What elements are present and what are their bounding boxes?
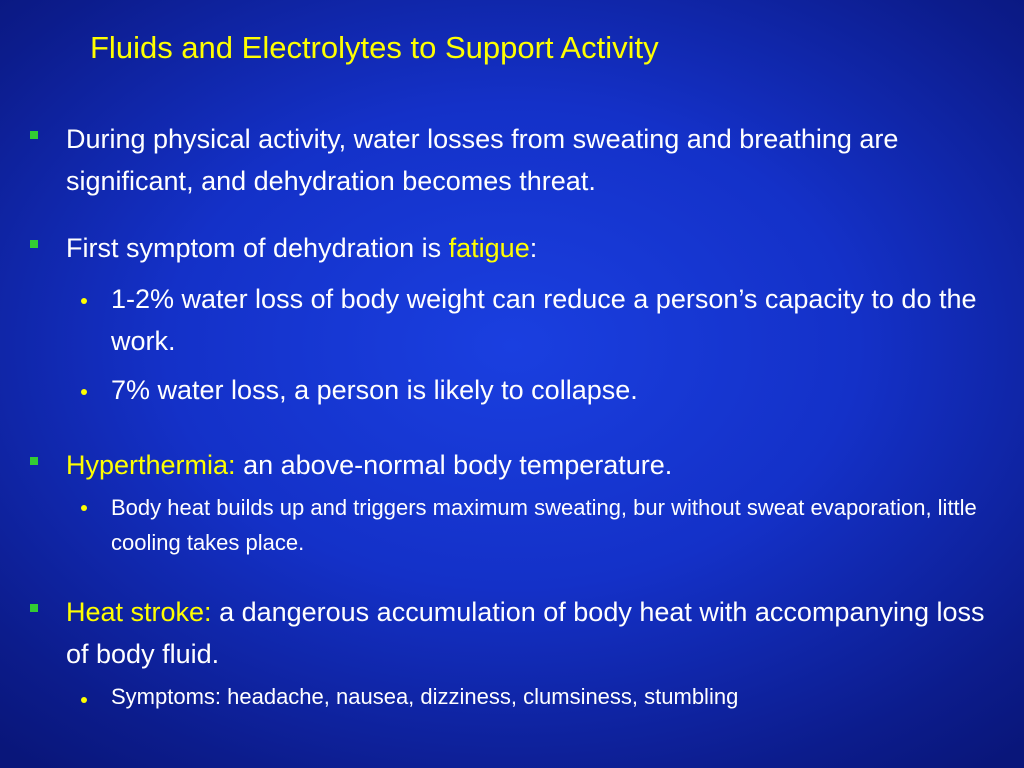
bullet-text [66, 444, 996, 486]
sub-bullet-text: 7% water loss, a person is likely to collapse. [111, 375, 638, 405]
bullet-text [66, 591, 996, 675]
highlight-term-hyperthermia: Hyperthermia: [66, 450, 236, 480]
square-bullet-icon [30, 457, 38, 465]
slide-title: Fluids and Electrolytes to Support Activity [90, 30, 659, 65]
sub-bullet-text: 1-2% water loss of body weight can reduce a person’s capacity to do the work. [111, 284, 977, 356]
round-bullet-icon [81, 697, 87, 703]
bullet-text-suffix: : [529, 233, 538, 263]
sub-bullet-text: Body heat builds up and triggers maximum sweating, bur without sweat evaporation, little cooling takes place. [111, 495, 977, 555]
bullet-text-suffix: a dangerous accumulation of body heat with accompanying loss of body fluid. [66, 597, 985, 669]
round-bullet-icon [81, 298, 87, 304]
square-bullet-icon [30, 604, 38, 612]
sub-bullet-text: Symptoms: headache, nausea, dizziness, clumsiness, stumbling [111, 684, 739, 709]
round-bullet-icon [81, 389, 87, 395]
highlight-term-heat-stroke: Heat stroke: [66, 597, 212, 627]
highlight-term-fatigue: fatigue [448, 233, 530, 263]
square-bullet-icon [30, 240, 38, 248]
bullet-text-prefix: First symptom of dehydration is [66, 233, 449, 263]
bullet-text: During physical activity, water losses from sweating and breathing are significant, and dehydration becomes threat. [66, 124, 899, 196]
round-bullet-icon [81, 505, 87, 511]
square-bullet-icon [30, 131, 38, 139]
bullet-text-suffix: an above-normal body temperature. [235, 450, 673, 480]
bullet-text [66, 227, 996, 269]
